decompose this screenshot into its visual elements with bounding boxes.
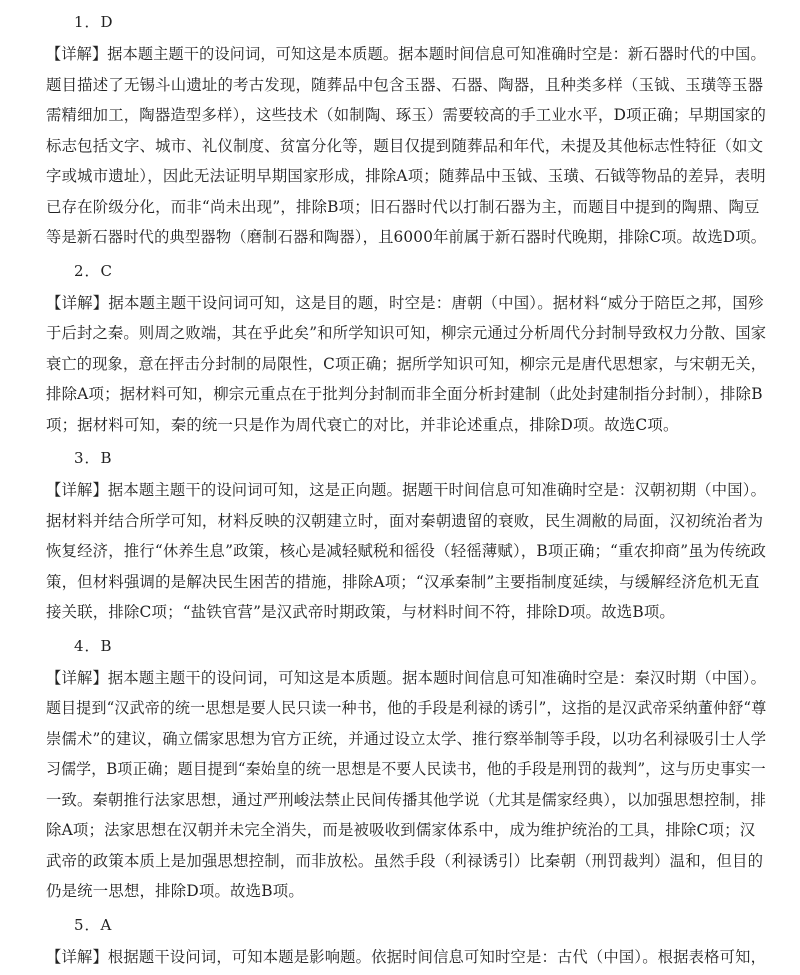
text-line: 项；据材料可知，秦的统一只是作为周代衰亡的对比，并非论述重点，排除D项。故选C项。 — [46, 415, 679, 434]
text-line: 据材料并结合所学可知，材料反映的汉朝建立时，面对秦朝遗留的衰败，民生凋敝的局面，汉初统治者为 — [46, 511, 764, 530]
text-line: 崇儒术”的建议，确立儒家思想为官方正统，并通过设立太学、推行察举制等手段，以功名利禄吸引士人学 — [46, 729, 767, 748]
explanation-paragraph — [46, 39, 766, 253]
text-line: 需精细加工，陶器造型多样），这些技术（如制陶、琢玉）需要较高的手工业水平，D项正确；早期国家的 — [46, 106, 767, 124]
text-line: 除A项；法家思想在汉朝并未完全消失，而是被吸收到儒家体系中，成为维护统治的工具，排除C项；汉 — [46, 821, 756, 839]
answer-label: 3．B — [74, 449, 113, 467]
question-4 — [46, 630, 766, 907]
explanation-paragraph — [46, 663, 766, 907]
text-line: 【详解】据本题主题干设问词可知，这是目的题，时空是：唐朝（中国）。据材料“威分于陪臣之邦，国殄 — [46, 293, 764, 312]
text-line: 已存在阶级分化，而非“尚未出现”，排除B项；旧石器时代以打制石器为主，而题目中提到的陶鼎、陶豆 — [46, 197, 760, 216]
answer-label: 4．B — [74, 636, 113, 655]
text-line: 仍是统一思想，排除D项。故选B项。 — [46, 882, 304, 900]
question-5 — [46, 909, 766, 973]
text-line: 武帝的政策本质上是加强思想控制，而非放松。虽然手段（利禄诱引）比秦朝（刑罚裁判）温和，但目的 — [46, 851, 764, 870]
text-line: 【详解】据本题主题干的设问词，可知这是本质题。据本题时间信息可知准确时空是：秦汉时期（中国）。 — [46, 668, 767, 687]
question-1 — [46, 6, 766, 253]
text-line: 于后封之秦。则周之败端，其在乎此矣”和所学知识可知，柳宗元通过分析周代分封制导致权力分散、国家 — [46, 324, 767, 342]
text-line: 题目提到“汉武帝的统一思想是要人民只读一种书，他的手段是利禄的诱引”，这指的是汉武帝采纳董仲舒“尊 — [46, 699, 767, 717]
explanation-paragraph — [46, 288, 766, 441]
answer-label: 5．A — [74, 915, 113, 934]
text-line: 【详解】据本题主题干的设问词可知，这是正向题。据题干时间信息可知准确时空是：汉朝初期（中国）。 — [46, 481, 767, 499]
text-line: 等是新石器时代的典型器物（磨制石器和陶器），且6000年前属于新石器时代晚期，排除C项。故选D项。 — [46, 228, 767, 246]
text-line: 衰亡的现象，意在抨击分封制的局限性，C项正确；据所学知识可知，柳宗元是唐代思想家，与宋朝无关， — [46, 354, 767, 373]
question-3 — [46, 442, 766, 628]
text-line: 题目描述了无锡斗山遗址的考古发现，随葬品中包含玉器、石器、陶器，且种类多样（玉钺、玉璜等玉器 — [46, 75, 764, 94]
text-line: 标志包括文字、城市、礼仪制度、贫富分化等，题目仅提到随葬品和年代，未提及其他标志性特征（如文 — [46, 136, 764, 155]
text-line: 【详解】根据题干设问词，可知本题是影响题。依据时间信息可知时空是：古代（中国）。根据表格可知， — [46, 947, 767, 966]
answer-label: 1．D — [74, 13, 114, 31]
text-line: 【详解】据本题主题干的设问词，可知这是本质题。据本题时间信息可知准确时空是：新石器时代的中国。 — [46, 45, 766, 63]
text-line: 字或城市遗址），因此无法证明早期国家形成，排除A项；随葬品中玉钺、玉璜、石钺等物品的差异，表明 — [46, 167, 766, 185]
answer-label: 2．C — [74, 261, 114, 280]
explanation-paragraph — [46, 942, 766, 973]
text-line: 策，但材料强调的是解决民生困苦的措施，排除A项；“汉承秦制”主要指制度延续，与缓解经济危机无直 — [46, 572, 760, 591]
text-line: 一致。秦朝推行法家思想，通过严刑峻法禁止民间传播其他学说（尤其是儒家经典），以加强思想控制，排 — [46, 790, 767, 809]
question-2 — [46, 255, 766, 441]
explanation-paragraph — [46, 475, 766, 628]
text-line: 习儒学，B项正确；题目提到“秦始皇的统一思想是不要人民读书，他的手段是刑罚的裁判”，这与历史事实一 — [46, 760, 766, 778]
text-line: 排除A项；据材料可知，柳宗元重点在于批判分封制而非全面分析封建制（此处封建制指分封制），排除B — [46, 385, 763, 403]
text-line: 恢复经济，推行“休养生息”政策，核心是减轻赋税和徭役（轻徭薄赋），B项正确；“重农抑商”虽为传统政 — [46, 542, 767, 560]
text-line: 接关联，排除C项；“盐铁官营”是汉武帝时期政策，与材料时间不符，排除D项。故选B项。 — [46, 603, 676, 621]
